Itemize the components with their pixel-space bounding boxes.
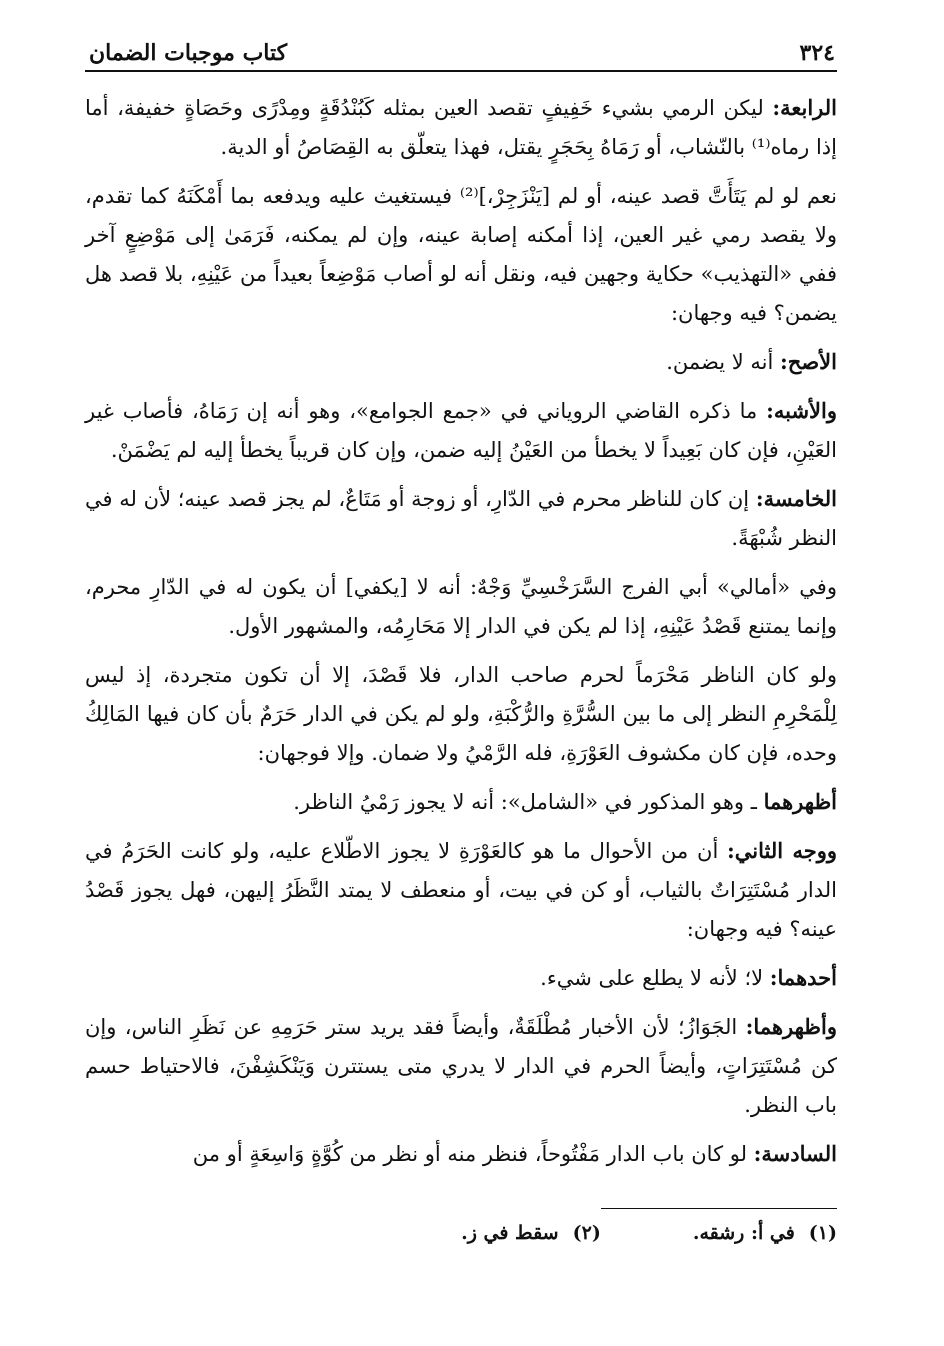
paragraph-text: ـ وهو المذكور في «الشامل»: أنه لا يجوز رَمْيُ الناظر. — [293, 790, 764, 814]
footnote-text: سقط في ز. — [461, 1222, 559, 1244]
main-text — [85, 88, 837, 1174]
paragraph-term: أحدهما: — [769, 965, 837, 990]
paragraph-text: أن من الأحوال ما هو كالعَوْرَةِ لا يجوز الاطّلاع عليه، ولو كانت الحَرَمُ في الدار مُسْتَتِرَاتٌ بالثياب، أو كن في بيت، أو منعطف لا يمتد النَّظَرُ إليهن، فهل يجوز قَصْدُ عينه؟ فيه وجهان: — [85, 839, 837, 941]
footnote — [461, 1222, 601, 1244]
paragraph-term: الخامسة: — [755, 486, 837, 511]
paragraph-text: وفي «أمالي» أبي الفرج السَّرَخْسِيِّ وَجْهٌ: أنه لا [يكفي] أن يكون له في الدّارِ محرم، وإنما يمتنع قَصْدُ عَيْنِهِ، إذا لم يكن في الدار إلا مَحَارِمُه، والمشهور الأول. — [85, 575, 837, 638]
paragraph-term: وأظهرهما: — [745, 1014, 837, 1039]
paragraph — [85, 88, 837, 167]
paragraph-text: الجَوَازُ؛ لأن الأخبار مُطْلَقَةٌ، وأيضاً فقد يريد ستر حَرَمِهِ عن نَظَرِ الناس، وإن كن مُسْتَتِرَاتٍ، وأيضاً الحرم في الدار لا يدري متى يستترن وَيَنْكَشِفْنَ، فالاحتياط حسم باب النظر. — [85, 1015, 837, 1117]
paragraph-term: السادسة: — [753, 1141, 837, 1166]
footnotes — [85, 1222, 837, 1244]
book-title: كتاب موجبات الضمان — [89, 40, 288, 66]
paragraph-term: والأشبه: — [766, 398, 837, 423]
footnote-number: (٢) — [572, 1222, 601, 1244]
paragraph — [85, 391, 837, 470]
paragraph — [85, 1007, 837, 1125]
running-header — [85, 28, 837, 66]
paragraph — [85, 567, 837, 646]
book-page — [85, 28, 837, 1318]
footnote-text: في أ: رشقه. — [692, 1222, 795, 1244]
paragraph-text: لو كان باب الدار مَفْتُوحاً، فنظر منه أو نظر من كُوَّةٍ وَاسِعَةٍ أو من — [192, 1142, 754, 1166]
paragraph-text: ولو كان الناظر مَحْرَماً لحرم صاحب الدار، فلا قَصْدَ، إلا أن تكون متجردة، إذ ليس لِلْمَحْرِمِ النظر إلى ما بين السُّرَّةِ والرُّكْبَةِ، ولو لم يكن في الدار حَرَمٌ بأن كان فيها المَالِكُ وحده، فإن كان مكشوف العَوْرَةِ، فله الرَّمْيُ ولا ضمان. وإلا فوجهان: — [85, 663, 837, 765]
paragraph — [85, 831, 837, 949]
paragraph — [85, 782, 837, 822]
paragraph-text: ما ذكره القاضي الروياني في «جمع الجوامع»، وهو أنه إن رَمَاهُ، فأصاب غير العَيْنِ، فإن كان بَعِيداً لا يخطأ من العَيْنُ إليه ضمن، وإن كان قريباً يخطأ إليه لم يَضْمَنْ. — [85, 399, 837, 462]
footnote-number: (١) — [808, 1222, 837, 1244]
footnote — [693, 1222, 837, 1244]
paragraph — [85, 479, 837, 558]
paragraph — [85, 176, 837, 333]
paragraph — [85, 655, 837, 773]
paragraph-text: أنه لا يضمن. — [666, 350, 781, 374]
paragraph-text: نعم لو لم يَتَأَتَّ قصد عينه، أو لم [يَنْزَجِرْ،]⁽²⁾ فيستغيث عليه ويدفعه بما أَمْكَنَهُ كما تقدم، ولا يقصد رمي غير العين، إذا أمكنه إصابة عينه، وإن لم يمكنه، فَرَمَىٰ إلى مَوْضِعٍ آخر ففي «التهذيب» حكاية وجهين فيه، ونقل أنه لو أصاب مَوْضِعاً بعيداً من عَيْنِهِ، بلا قصد هل يضمن؟ فيه وجهان: — [85, 184, 837, 325]
header-rule — [85, 70, 837, 72]
page-number: ٣٢٤ — [799, 40, 835, 66]
paragraph-term: الأصح: — [780, 349, 837, 374]
footnote-rule — [601, 1208, 837, 1209]
paragraph — [85, 1134, 837, 1174]
paragraph-text: لا؛ لأنه لا يطلع على شيء. — [540, 966, 770, 990]
paragraph-term: أظهرهما — [763, 789, 837, 814]
paragraph — [85, 342, 837, 382]
paragraph-text: إن كان للناظر محرم في الدّارِ، أو زوجة أو مَتَاعٌ، لم يجز قصد عينه؛ لأن له في النظر شُبْهَةً. — [85, 487, 837, 550]
paragraph-term: الرابعة: — [772, 95, 837, 120]
paragraph-text: ليكن الرمي بشيء خَفِيفٍ تقصد العين بمثله كَبُنْدُقَةٍ ومِدْرًى وحَصَاةٍ خفيفة، أما إذا رماه⁽¹⁾ بالنّشاب، أو رَمَاهُ بِحَجَرٍ يقتل، فهذا يتعلّق به القِصَاصُ أو الدية. — [85, 96, 837, 159]
paragraph-term: ووجه الثاني: — [727, 838, 837, 863]
paragraph — [85, 958, 837, 998]
